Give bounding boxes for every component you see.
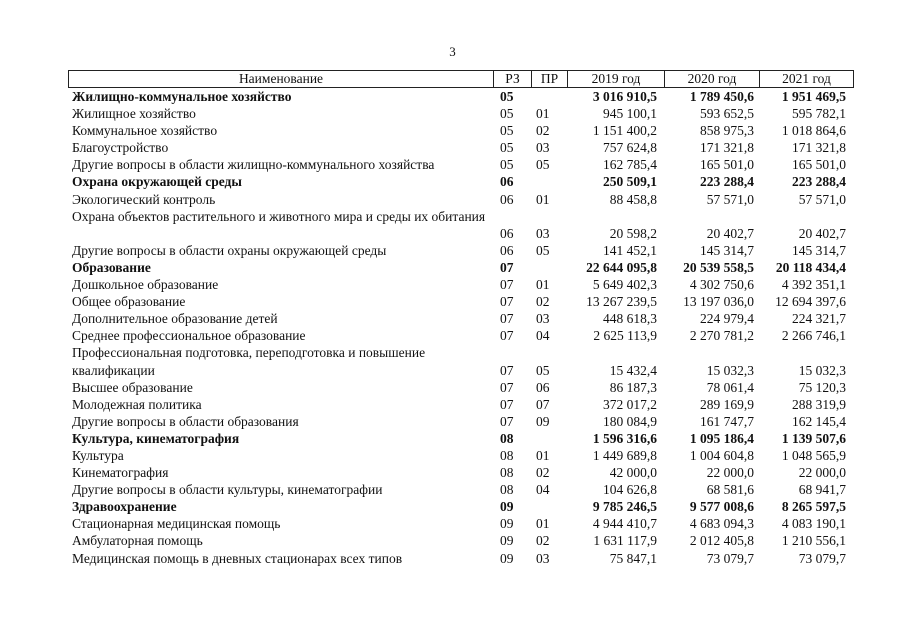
row-value-2019: 141 452,1 xyxy=(603,242,657,258)
row-rz: 05 xyxy=(500,106,514,122)
row-value-2021: 1 018 864,6 xyxy=(781,123,846,139)
row-value-2021: 1 951 469,5 xyxy=(781,89,846,104)
row-value-2020: 20 402,7 xyxy=(706,225,754,241)
row-value-2019: 75 847,1 xyxy=(609,550,657,566)
budget-table xyxy=(68,70,854,567)
row-value-2019: 15 432,4 xyxy=(609,362,657,378)
table-row xyxy=(68,464,854,481)
row-value-2021: 75 120,3 xyxy=(798,379,846,395)
row-pr: 03 xyxy=(536,225,550,241)
row-value-2020: 165 501,0 xyxy=(700,157,754,173)
table-row xyxy=(68,396,854,413)
row-value-2021: 8 265 597,5 xyxy=(781,499,846,515)
table-row xyxy=(68,379,854,396)
table-row xyxy=(68,515,854,532)
row-rz: 07 xyxy=(500,379,514,395)
row-pr: 03 xyxy=(536,550,550,566)
row-value-2021: 595 782,1 xyxy=(792,106,846,122)
header-year-2021: 2021 год xyxy=(759,71,854,87)
row-value-2021: 162 145,4 xyxy=(792,413,846,429)
row-rz: 07 xyxy=(500,396,514,412)
row-value-2021: 171 321,8 xyxy=(792,140,846,156)
table-row xyxy=(68,550,854,567)
table-row xyxy=(68,413,854,430)
row-name: Кинематография xyxy=(72,465,169,481)
row-rz: 06 xyxy=(500,174,514,190)
row-value-2021: 1 210 556,1 xyxy=(781,533,846,549)
row-pr: 01 xyxy=(536,191,550,207)
row-value-2019: 2 625 113,9 xyxy=(593,328,657,344)
page-number: 3 xyxy=(449,44,456,59)
row-name: Другие вопросы в области охраны окружающей среды xyxy=(72,242,387,258)
row-name: Среднее профессиональное образование xyxy=(72,328,306,344)
row-rz: 06 xyxy=(500,191,514,207)
row-value-2021: 224 321,7 xyxy=(792,311,846,327)
row-rz: 07 xyxy=(500,413,514,429)
row-value-2021: 4 083 190,1 xyxy=(781,516,846,532)
row-value-2019: 5 649 402,3 xyxy=(592,277,657,293)
row-name: Молодежная политика xyxy=(72,396,202,412)
row-value-2020: 1 789 450,6 xyxy=(689,89,754,104)
row-rz: 05 xyxy=(500,140,514,156)
row-value-2020: 78 061,4 xyxy=(706,379,754,395)
row-pr: 03 xyxy=(536,140,550,156)
row-pr: 01 xyxy=(536,447,550,463)
header-year-2020: 2020 год xyxy=(664,71,759,87)
row-pr: 02 xyxy=(536,533,550,549)
row-name: Образование xyxy=(72,259,151,275)
row-name: Экологический контроль xyxy=(72,191,216,207)
row-value-2020: 13 197 036,0 xyxy=(683,294,754,310)
row-value-2021: 4 392 351,1 xyxy=(781,277,846,293)
row-value-2020: 171 321,8 xyxy=(700,140,754,156)
row-name: Охрана объектов растительного и животного мира и среды их обитания xyxy=(72,208,486,224)
row-value-2021: 2 266 746,1 xyxy=(781,328,846,344)
row-pr: 04 xyxy=(536,482,550,498)
table-row xyxy=(68,310,854,327)
table-row xyxy=(68,208,854,242)
table-row xyxy=(68,156,854,173)
row-name: Общее образование xyxy=(72,294,186,310)
row-value-2020: 9 577 008,6 xyxy=(689,499,754,515)
row-pr: 01 xyxy=(536,516,550,532)
header-rz: РЗ xyxy=(493,71,531,87)
row-pr: 05 xyxy=(536,157,550,173)
row-value-2019: 42 000,0 xyxy=(609,465,657,481)
row-name: Жилищное хозяйство xyxy=(72,106,196,122)
header-year-2019: 2019 год xyxy=(567,71,664,87)
row-value-2019: 372 017,2 xyxy=(603,396,657,412)
table-row xyxy=(68,276,854,293)
row-value-2020: 2 012 405,8 xyxy=(689,533,754,549)
table-row xyxy=(68,242,854,259)
section-row xyxy=(68,259,854,276)
section-row xyxy=(68,430,854,447)
row-pr: 06 xyxy=(536,379,550,395)
table-row xyxy=(68,327,854,344)
row-value-2020: 4 302 750,6 xyxy=(689,277,754,293)
section-row xyxy=(68,88,854,105)
row-name: Здравоохранение xyxy=(72,499,177,515)
row-name: Охрана окружающей среды xyxy=(72,174,242,190)
row-value-2019: 20 598,2 xyxy=(609,225,657,241)
row-value-2020: 1 004 604,8 xyxy=(689,447,754,463)
row-value-2020: 4 683 094,3 xyxy=(689,516,754,532)
row-value-2021: 1 139 507,6 xyxy=(781,430,846,446)
table-row xyxy=(68,344,854,378)
row-pr: 02 xyxy=(536,465,550,481)
row-name: Дополнительное образование детей xyxy=(72,311,278,327)
row-name: Амбулаторная помощь xyxy=(72,533,203,549)
table-row xyxy=(68,122,854,139)
row-value-2020: 858 975,3 xyxy=(700,123,754,139)
row-name: Медицинская помощь в дневных стационарах всех типов xyxy=(72,550,403,566)
row-value-2021: 15 032,3 xyxy=(798,362,846,378)
row-rz: 06 xyxy=(500,225,514,241)
row-rz: 09 xyxy=(500,533,514,549)
row-pr: 03 xyxy=(536,311,550,327)
row-value-2019: 1 631 117,9 xyxy=(593,533,657,549)
row-rz: 07 xyxy=(500,277,514,293)
row-value-2021: 1 048 565,9 xyxy=(781,447,846,463)
row-pr: 05 xyxy=(536,242,550,258)
row-value-2020: 1 095 186,4 xyxy=(689,430,754,446)
row-pr: 02 xyxy=(536,294,550,310)
table-header xyxy=(68,70,854,88)
row-rz: 06 xyxy=(500,242,514,258)
row-value-2020: 289 169,9 xyxy=(700,396,754,412)
row-rz: 08 xyxy=(500,482,514,498)
table-row xyxy=(68,481,854,498)
row-value-2021: 165 501,0 xyxy=(792,157,846,173)
table-body xyxy=(68,88,854,567)
row-rz: 08 xyxy=(500,447,514,463)
row-value-2019: 4 944 410,7 xyxy=(592,516,657,532)
row-pr: 01 xyxy=(536,277,550,293)
row-value-2019: 1 151 400,2 xyxy=(592,123,657,139)
row-value-2019: 13 267 239,5 xyxy=(586,294,657,310)
row-value-2021: 57 571,0 xyxy=(798,191,846,207)
row-pr: 07 xyxy=(536,396,550,412)
table-row xyxy=(68,447,854,464)
row-rz: 05 xyxy=(500,123,514,139)
row-rz: 05 xyxy=(500,89,514,104)
row-rz: 08 xyxy=(500,430,514,446)
section-row xyxy=(68,173,854,190)
row-value-2020: 161 747,7 xyxy=(700,413,754,429)
row-value-2021: 68 941,7 xyxy=(798,482,846,498)
row-value-2020: 223 288,4 xyxy=(700,174,754,190)
row-rz: 09 xyxy=(500,550,514,566)
row-value-2021: 22 000,0 xyxy=(798,465,846,481)
row-value-2020: 22 000,0 xyxy=(706,465,754,481)
row-value-2019: 945 100,1 xyxy=(603,106,657,122)
header-pr: ПР xyxy=(531,71,567,87)
row-value-2019: 1 449 689,8 xyxy=(592,447,657,463)
row-value-2019: 9 785 246,5 xyxy=(592,499,657,515)
row-name: Жилищно-коммунальное хозяйство xyxy=(72,89,292,104)
row-value-2021: 223 288,4 xyxy=(792,174,846,190)
row-value-2019: 448 618,3 xyxy=(603,311,657,327)
table-row xyxy=(68,139,854,156)
row-name: Высшее образование xyxy=(72,379,193,395)
row-value-2020: 73 079,7 xyxy=(706,550,754,566)
row-value-2019: 162 785,4 xyxy=(603,157,657,173)
table-row xyxy=(68,105,854,122)
row-value-2019: 180 084,9 xyxy=(603,413,657,429)
row-value-2020: 224 979,4 xyxy=(700,311,754,327)
table-row xyxy=(68,191,854,208)
row-rz: 08 xyxy=(500,465,514,481)
row-rz: 09 xyxy=(500,499,514,515)
row-pr: 04 xyxy=(536,328,550,344)
row-value-2021: 20 402,7 xyxy=(798,225,846,241)
row-value-2021: 73 079,7 xyxy=(798,550,846,566)
row-pr: 09 xyxy=(536,413,550,429)
row-rz: 07 xyxy=(500,362,514,378)
row-name: Культура xyxy=(72,447,124,463)
row-value-2021: 288 319,9 xyxy=(792,396,846,412)
row-name: Профессиональная подготовка, переподготовка и повышение квалификации xyxy=(72,345,426,378)
row-value-2019: 88 458,8 xyxy=(609,191,657,207)
row-rz: 05 xyxy=(500,157,514,173)
row-value-2019: 1 596 316,6 xyxy=(592,430,657,446)
row-value-2020: 593 652,5 xyxy=(700,106,754,122)
row-value-2020: 20 539 558,5 xyxy=(683,259,754,275)
row-name: Стационарная медицинская помощь xyxy=(72,516,281,532)
row-rz: 07 xyxy=(500,328,514,344)
row-value-2020: 68 581,6 xyxy=(706,482,754,498)
row-value-2021: 20 118 434,4 xyxy=(775,259,846,275)
row-value-2019: 86 187,3 xyxy=(609,379,657,395)
row-name: Другие вопросы в области культуры, кинематографии xyxy=(72,482,383,498)
header-name: Наименование xyxy=(68,71,493,87)
row-value-2020: 15 032,3 xyxy=(706,362,754,378)
row-name: Благоустройство xyxy=(72,140,169,156)
row-value-2020: 57 571,0 xyxy=(706,191,754,207)
row-value-2021: 145 314,7 xyxy=(792,242,846,258)
row-name: Коммунальное хозяйство xyxy=(72,123,218,139)
row-value-2019: 250 509,1 xyxy=(603,174,657,190)
row-value-2019: 757 624,8 xyxy=(603,140,657,156)
table-row xyxy=(68,293,854,310)
row-name: Культура, кинематография xyxy=(72,430,240,446)
row-value-2020: 145 314,7 xyxy=(700,242,754,258)
row-rz: 07 xyxy=(500,259,514,275)
row-value-2020: 2 270 781,2 xyxy=(689,328,754,344)
row-pr: 05 xyxy=(536,362,550,378)
row-rz: 07 xyxy=(500,294,514,310)
row-value-2019: 3 016 910,5 xyxy=(592,89,657,104)
row-value-2019: 22 644 095,8 xyxy=(586,259,657,275)
row-pr: 02 xyxy=(536,123,550,139)
section-row xyxy=(68,498,854,515)
row-name: Другие вопросы в области образования xyxy=(72,413,299,429)
table-row xyxy=(68,532,854,549)
row-pr: 01 xyxy=(536,106,550,122)
row-rz: 09 xyxy=(500,516,514,532)
row-rz: 07 xyxy=(500,311,514,327)
row-name: Дошкольное образование xyxy=(72,277,219,293)
row-value-2019: 104 626,8 xyxy=(603,482,657,498)
row-value-2021: 12 694 397,6 xyxy=(775,294,846,310)
row-name: Другие вопросы в области жилищно-коммунального хозяйства xyxy=(72,157,435,173)
